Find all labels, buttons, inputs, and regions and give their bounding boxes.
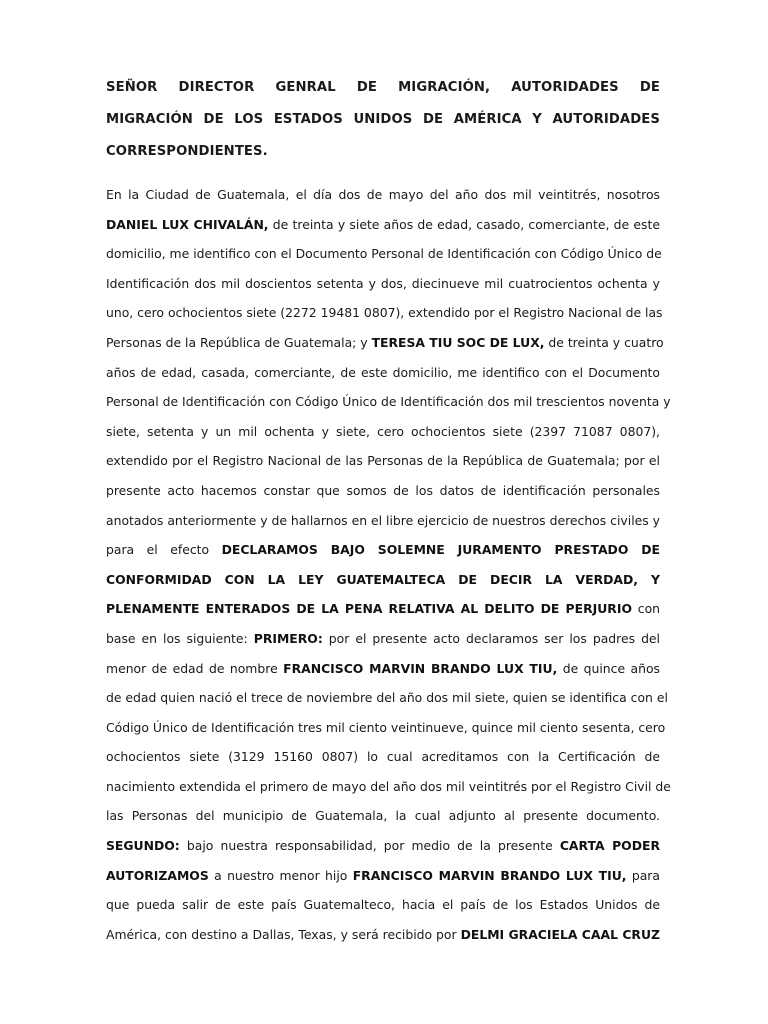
body-line: de edad quien nació el trece de noviembre del año dos mil siete, quien se identifica con el <box>106 690 668 706</box>
body-line: para el efecto DECLARAMOS BAJO SOLEMNE JURAMENTO PRESTADO DE <box>106 542 660 558</box>
body-line: ochocientos siete (3129 15160 0807) lo cual acreditamos con la Certificación de <box>106 749 660 765</box>
name-francisco: FRANCISCO MARVIN BRANDO LUX TIU, <box>352 867 627 883</box>
document-body <box>106 180 671 949</box>
name-teresa: TERESA TIU SOC DE LUX, <box>371 334 545 350</box>
declaration-text: DECLARAMOS BAJO SOLEMNE JURAMENTO PRESTADO DE <box>221 542 660 558</box>
body-line: siete, setenta y un mil ochenta y siete, cero ochocientos siete (2397 71087 0807), <box>106 423 660 439</box>
name-delmi: DELMI GRACIELA CAAL CRUZ <box>460 926 661 942</box>
body-line: nacimiento extendida el primero de mayo del año dos mil veintitrés por el Registro Civil de <box>106 778 671 794</box>
clause-primero: PRIMERO: <box>253 630 323 646</box>
body-line <box>106 565 660 595</box>
carta-poder: CARTA PODER <box>559 838 660 854</box>
heading-line-2: MIGRACIÓN DE LOS ESTADOS UNIDOS DE AMÉRICA Y AUTORIDADES <box>106 112 660 127</box>
body-line: En la Ciudad de Guatemala, el día dos de mayo del año dos mil veintitrés, nosotros <box>106 187 660 202</box>
body-line: que pueda salir de este país Guatemalteco, hacia el país de los Estados Unidos de <box>106 897 660 913</box>
document-page <box>106 72 671 949</box>
body-line: presente acto hacemos constar que somos de los datos de identificación personales <box>106 482 660 498</box>
body-line: anotados anteriormente y de hallarnos en el libre ejercicio de nuestros derechos civiles y <box>106 512 660 528</box>
declaration-text: CONFORMIDAD CON LA LEY GUATEMALTECA DE DECIR LA VERDAD, Y <box>106 571 660 587</box>
body-line: extendido por el Registro Nacional de las Personas de la República de Guatemala; por el <box>106 453 660 469</box>
heading-line-3: CORRESPONDIENTES. <box>106 144 268 159</box>
heading-line-1: SEÑOR DIRECTOR GENRAL DE MIGRACIÓN, AUTORIDADES DE <box>106 80 660 95</box>
name-francisco: FRANCISCO MARVIN BRANDO LUX TIU, <box>283 660 558 676</box>
body-line: años de edad, casada, comerciante, de este domicilio, me identifico con el Documento <box>106 364 660 380</box>
clause-segundo: SEGUNDO: <box>106 838 180 854</box>
body-line: base en los siguiente: PRIMERO: por el presente acto declaramos ser los padres del <box>106 630 661 646</box>
body-line: Personas de la República de Guatemala; y TERESA TIU SOC DE LUX, de treinta y cuatro <box>106 334 664 350</box>
body-line: América, con destino a Dallas, Texas, y será recibido por DELMI GRACIELA CAAL CRUZ <box>106 926 661 942</box>
body-line: AUTORIZAMOS a nuestro menor hijo FRANCISCO MARVIN BRANDO LUX TIU, para <box>106 867 660 883</box>
body-line: domicilio, me identifico con el Documento Personal de Identificación con Código Único de <box>106 246 662 262</box>
body-line: Personal de Identificación con Código Único de Identificación dos mil trescientos noventa y <box>106 394 671 410</box>
name-daniel: DANIEL LUX CHIVALÁN, <box>106 216 269 232</box>
body-line: Código Único de Identificación tres mil ciento veintinueve, quince mil ciento sesenta, cero <box>106 719 666 735</box>
body-line: uno, cero ochocientos siete (2272 19481 0807), extendido por el Registro Nacional de las <box>106 305 663 321</box>
document-heading <box>106 72 660 168</box>
body-line: DANIEL LUX CHIVALÁN, de treinta y siete años de edad, casado, comerciante, de este <box>106 216 660 232</box>
body-line: menor de edad de nombre FRANCISCO MARVIN BRANDO LUX TIU, de quince años <box>106 660 660 676</box>
declaration-text: PLENAMENTE ENTERADOS DE LA PENA RELATIVA AL DELITO DE PERJURIO <box>106 601 632 617</box>
body-line: PLENAMENTE ENTERADOS DE LA PENA RELATIVA AL DELITO DE PERJURIO con <box>106 601 660 617</box>
body-line: Identificación dos mil doscientos setenta y dos, diecinueve mil cuatrocientos ochenta y <box>106 275 660 291</box>
autorizamos: AUTORIZAMOS <box>106 867 209 883</box>
body-line: SEGUNDO: bajo nuestra responsabilidad, por medio de la presente CARTA PODER <box>106 838 660 854</box>
body-line: las Personas del municipio de Guatemala, la cual adjunto al presente documento. <box>106 808 660 824</box>
